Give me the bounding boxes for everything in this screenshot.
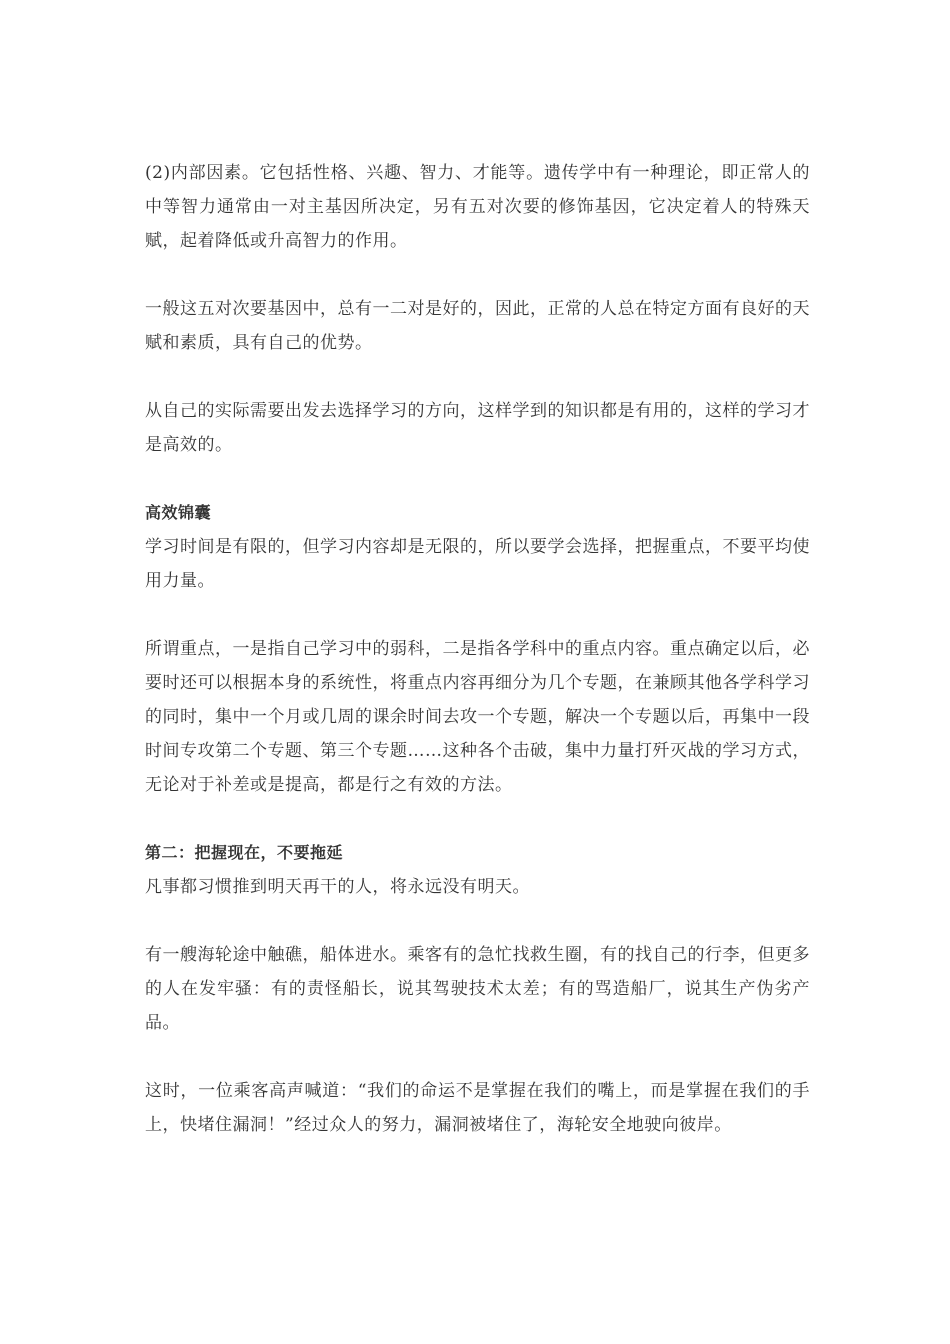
paragraph-limited-time: 学习时间是有限的，但学习内容却是无限的，所以要学会选择，把握重点，不要平均使用力量。 (145, 537, 810, 591)
paragraph-secondary-genes: 一般这五对次要基因中，总有一二对是好的，因此，正常的人总在特定方面有良好的天赋和素质，具有自己的优势。 (145, 299, 810, 353)
paragraph-learning-direction: 从自己的实际需要出发去选择学习的方向，这样学到的知识都是有用的，这样的学习才是高效的。 (145, 401, 810, 455)
section-heading-efficient-tips: 高效锦囊 (145, 503, 212, 522)
paragraph-passenger-shout: 这时，一位乘客高声喊道：“我们的命运不是掌握在我们的嘴上，而是掌握在我们的手上，快堵住漏洞！”经过众人的努力，漏洞被堵住了，海轮安全地驶向彼岸。 (145, 1081, 810, 1135)
paragraph-key-points: 所谓重点，一是指自己学习中的弱科，二是指各学科中的重点内容。重点确定以后，必要时还可以根据本身的系统性，将重点内容再细分为几个专题，在兼顾其他各学科学习的同时，集中一个月或几周的课余时间去攻一个专题，解决一个专题以后，再集中一段时间专攻第二个专题、第三个专题……这种各个击破，集中力量打歼灭战的学习方式，无论对于补差或是提高，都是行之有效的方法。 (145, 639, 810, 795)
document-body (145, 156, 810, 1176)
section-heading-seize-present: 第二：把握现在，不要拖延 (145, 843, 344, 862)
paragraph-internal-factors: (2)内部因素。它包括性格、兴趣、智力、才能等。遗传学中有一种理论，即正常人的中等智力通常由一对主基因所决定，另有五对次要的修饰基因，它决定着人的特殊天赋，起着降低或升高智力的作用。 (145, 163, 810, 251)
paragraph-procrastination: 凡事都习惯推到明天再干的人，将永远没有明天。 (145, 877, 530, 897)
paragraph-ship-story: 有一艘海轮途中触礁，船体进水。乘客有的急忙找救生圈，有的找自己的行李，但更多的人在发牢骚：有的责怪船长，说其驾驶技术太差；有的骂造船厂，说其生产伪劣产品。 (145, 945, 810, 1033)
